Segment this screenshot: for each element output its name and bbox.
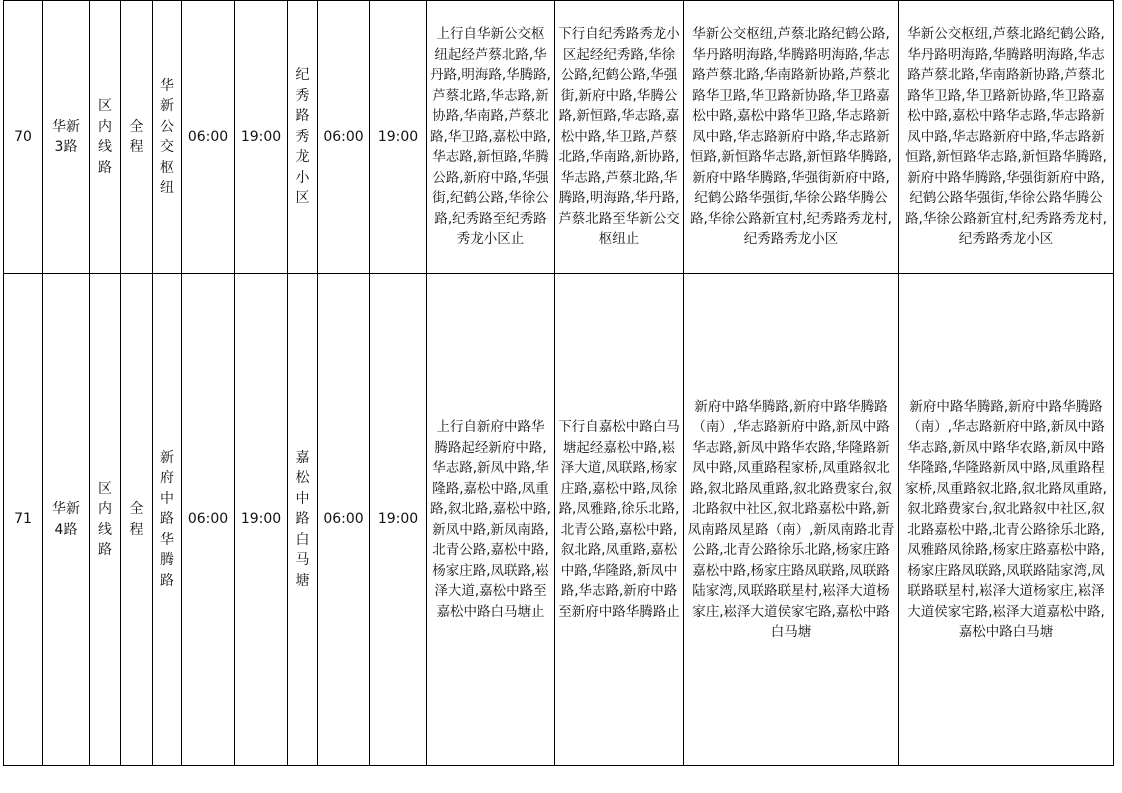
fare-type: 全程 — [129, 501, 144, 538]
start-last-bus-cell: 19:00 — [235, 274, 288, 766]
area-cell — [90, 274, 121, 766]
end-first-bus-cell: 06:00 — [318, 1, 370, 274]
end-last-bus-cell: 19:00 — [370, 274, 427, 766]
start-stop: 新府中路华腾路 — [160, 449, 174, 589]
route-name-cell — [43, 274, 90, 766]
end-stop: 纪秀路秀龙小区 — [295, 67, 310, 207]
route-number-cell: 70 — [4, 1, 43, 274]
route-name-cell — [43, 1, 90, 274]
start-first-bus-cell: 06:00 — [182, 1, 235, 274]
end-last-bus-cell: 19:00 — [370, 1, 427, 274]
start-stop: 华新公交枢纽 — [160, 77, 174, 196]
start-first-bus-cell: 06:00 — [182, 274, 235, 766]
end-stop-cell — [288, 1, 318, 274]
bus-route-table — [3, 0, 1114, 766]
table-row — [4, 1, 1114, 274]
route-name: 华新3路 — [52, 118, 80, 155]
end-stop: 嘉松中路白马塘 — [295, 449, 310, 589]
route-number-cell: 71 — [4, 274, 43, 766]
start-last-bus-cell: 19:00 — [235, 1, 288, 274]
fare-type: 全程 — [129, 118, 144, 155]
fare-cell — [121, 1, 153, 274]
down-stops-cell: 华新公交枢纽,芦蔡北路纪鹤公路,华丹路明海路,华腾路明海路,华志路芦蔡北路,华南路新协路,芦蔡北路华卫路,华卫路新协路,华卫路嘉松中路,嘉松中路华志路,华志路新凤中路,华志路新府中路,华志路新恒路,新恒路华志路,新恒路华腾路,新府中路华腾路,华强街新府中路,纪鹤公路华强街,华徐公路华腾公路,华徐公路新宜村,纪秀路秀龙村,纪秀路秀龙小区 — [899, 1, 1114, 274]
down-route-cell: 下行自纪秀路秀龙小区起经纪秀路,华徐公路,纪鹤公路,华强街,新府中路,华腾公路,新恒路,华志路,嘉松中路,华卫路,芦蔡北路,华南路,新协路,华志路,芦蔡北路,华腾路,明海路,华丹路,芦蔡北路至华新公交枢纽止 — [555, 1, 684, 274]
end-stop-cell — [288, 274, 318, 766]
end-first-bus-cell: 06:00 — [318, 274, 370, 766]
table-row — [4, 274, 1114, 766]
up-route-cell: 上行自华新公交枢纽起经芦蔡北路,华丹路,明海路,华腾路,芦蔡北路,华志路,新协路,华南路,芦蔡北路,华卫路,嘉松中路,华志路,新恒路,华腾公路,新府中路,华强街,纪鹤公路,华徐公路,纪秀路至纪秀路秀龙小区止 — [427, 1, 555, 274]
area-type: 区内线路 — [98, 480, 112, 558]
up-route-cell: 上行自新府中路华腾路起经新府中路,华志路,新凤中路,华隆路,嘉松中路,凤重路,叙北路,嘉松中路,新凤中路,新凤南路,北青公路,嘉松中路,杨家庄路,凤联路,崧泽大道,嘉松中路至嘉松中路白马塘止 — [427, 274, 555, 766]
start-stop-cell — [153, 1, 182, 274]
fare-cell — [121, 274, 153, 766]
route-name: 华新4路 — [52, 501, 80, 538]
down-stops-cell: 新府中路华腾路,新府中路华腾路（南）,华志路新府中路,新凤中路华志路,新凤中路华农路,新凤中路华隆路,华隆路新凤中路,凤重路程家桥,凤重路叙北路,叙北路凤重路,叙北路费家台,叙北路叙中社区,叙北路嘉松中路,北青公路徐乐北路,凤雅路凤徐路,杨家庄路嘉松中路,杨家庄路凤联路,凤联路陆家湾,凤联路联星村,崧泽大道杨家庄,崧泽大道侯家宅路,崧泽大道嘉松中路,嘉松中路白马塘 — [899, 274, 1114, 766]
up-stops-cell: 华新公交枢纽,芦蔡北路纪鹤公路,华丹路明海路,华腾路明海路,华志路芦蔡北路,华南路新协路,芦蔡北路华卫路,华卫路新协路,华卫路嘉松中路,嘉松中路华卫路,华志路新凤中路,华志路新府中路,华志路新恒路,新恒路华志路,新恒路华腾路,新府中路华腾路,华强街新府中路,纪鹤公路华强街,华徐公路华腾公路,华徐公路新宜村,纪秀路秀龙村,纪秀路秀龙小区 — [684, 1, 899, 274]
down-route-cell: 下行自嘉松中路白马塘起经嘉松中路,崧泽大道,凤联路,杨家庄路,嘉松中路,凤徐路,凤雅路,徐乐北路,北青公路,嘉松中路,叙北路,凤重路,嘉松中路,华隆路,新凤中路,华志路,新府中路至新府中路华腾路止 — [555, 274, 684, 766]
up-stops-cell: 新府中路华腾路,新府中路华腾路（南）,华志路新府中路,新凤中路华志路,新凤中路华农路,华隆路新凤中路,凤重路程家桥,凤重路叙北路,叙北路凤重路,叙北路费家台,叙北路叙中社区,叙北路嘉松中路,新凤南路凤星路（南）,新凤南路北青公路,北青公路徐乐北路,杨家庄路嘉松中路,杨家庄路凤联路,凤联路陆家湾,凤联路联星村,崧泽大道杨家庄,崧泽大道侯家宅路,嘉松中路白马塘 — [684, 274, 899, 766]
area-cell — [90, 1, 121, 274]
start-stop-cell — [153, 274, 182, 766]
area-type: 区内线路 — [98, 98, 112, 176]
